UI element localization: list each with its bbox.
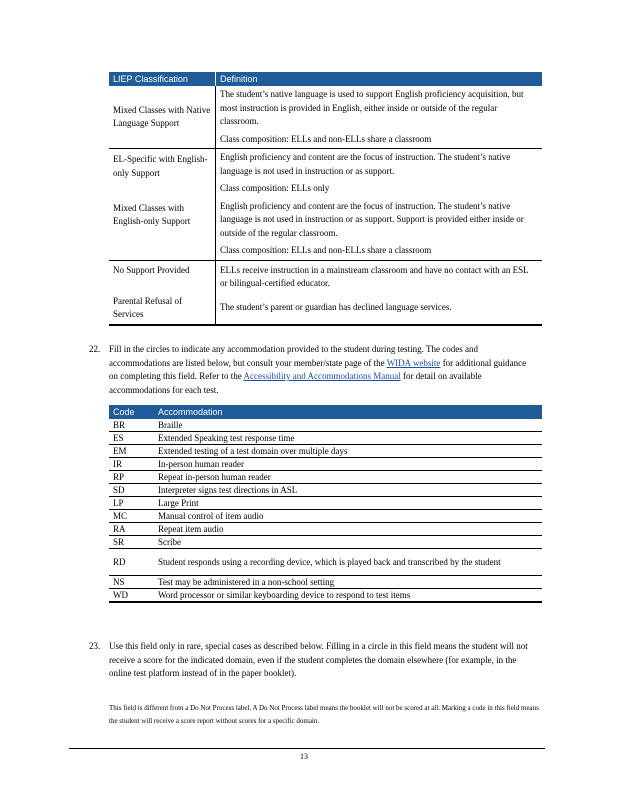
wida-website-link[interactable]: WIDA website (386, 357, 441, 368)
class-composition-text: Class composition: ELLs and non-ELLs share a classroom (220, 133, 432, 144)
table-row (109, 576, 542, 589)
footer-divider (69, 748, 545, 749)
table-row (109, 458, 542, 471)
table-row (109, 471, 542, 484)
accommodation-cell: Repeat in-person human reader (154, 471, 542, 484)
definition-cell: The student’s parent or guardian has declined language services. (216, 293, 543, 325)
item-text-part: for additional guidance on completing this field. Refer to the (109, 357, 527, 381)
table-row (109, 589, 542, 603)
classification-cell: Mixed Classes with Native Language Support (109, 86, 216, 149)
column-header-code: Code (109, 405, 154, 419)
column-header-accommodation: Accommodation (154, 405, 542, 419)
classification-cell: Mixed Classes with English-only Support (109, 198, 216, 261)
code-cell: IR (109, 458, 154, 471)
code-cell: SD (109, 484, 154, 497)
column-header-classification: LIEP Classification (109, 72, 216, 86)
definition-cell: ELLs receive instruction in a mainstream classroom and have no contact with an ESL or bilingual-certified educator. (220, 264, 529, 288)
table-row (109, 549, 542, 576)
class-composition-text: Class composition: ELLs and non-ELLs share a classroom (220, 245, 432, 255)
table-row (109, 445, 542, 458)
accommodations-manual-link[interactable]: Accessibility and Accommodations Manual (243, 371, 401, 381)
accommodation-cell: Test may be administered in a non-school setting (154, 576, 542, 589)
page-number: 13 (300, 752, 308, 761)
table-row (109, 260, 542, 293)
code-cell: RP (109, 471, 154, 484)
code-cell: BR (109, 419, 154, 432)
accommodation-cell: Extended Speaking test response time (154, 432, 542, 445)
accommodation-codes-table (109, 405, 542, 603)
table-row (109, 510, 542, 523)
class-composition-text: Class composition: ELLs only (220, 183, 330, 193)
table-row (109, 419, 542, 432)
item-text-part: Fill in the circles to indicate any accommodation provided to the student during testing. The codes and accommodations are listed below, but consult your member/state page of the (109, 344, 478, 368)
column-header-definition: Definition (216, 72, 543, 86)
definition-text: English proficiency and content are the focus of instruction. The student’s native language is not used in instruction or as support. Support is provided either inside or outside of the regular classroom. (220, 200, 524, 238)
item-number: 23. (89, 641, 101, 651)
table-row (109, 198, 542, 261)
code-cell: MC (109, 510, 154, 523)
table-row (109, 149, 542, 198)
table-row (109, 293, 542, 325)
table-row (109, 484, 542, 497)
definition-text: The student’s native language is used to support English proficiency acquisition, but most instruction is provided in English, either inside or outside of the regular classroom. (220, 89, 524, 126)
code-cell: EM (109, 445, 154, 458)
accommodation-cell: Interpreter signs test directions in ASL (154, 484, 542, 497)
accommodation-cell: In-person human reader (154, 458, 542, 471)
item-text-part: for detail on available accommodations for each test. (109, 371, 482, 395)
table-row (109, 497, 542, 510)
item-number: 22. (89, 344, 101, 354)
table-row (109, 432, 542, 445)
classification-cell: Parental Refusal of Services (109, 293, 216, 325)
accommodation-cell: Braille (154, 419, 542, 432)
table-header-row (109, 72, 542, 86)
code-cell: SR (109, 536, 154, 549)
accommodation-cell: Large Print (154, 497, 542, 510)
classification-cell: No Support Provided (109, 260, 216, 293)
table-row (109, 86, 542, 149)
code-cell: ES (109, 432, 154, 445)
table-row (109, 523, 542, 536)
accommodation-cell: Extended testing of a test domain over multiple days (154, 445, 542, 458)
definition-cell (216, 149, 543, 198)
liep-classification-table (109, 72, 542, 326)
accommodation-cell: Manual control of item audio (154, 510, 542, 523)
item-text (109, 343, 536, 397)
code-cell: WD (109, 589, 154, 603)
code-cell: RA (109, 523, 154, 536)
definition-cell (216, 86, 543, 149)
item-text: Use this field only in rare, special cases as described below. Filling in a circle in this field means the student will not receive a score for the indicated domain, even if the student completes the domain elsewhere (for example, in the online test platform instead of in the paper booklet). (109, 641, 528, 678)
accommodation-cell: Scribe (154, 536, 542, 549)
classification-cell: EL-Specific with English-only Support (109, 149, 216, 198)
code-cell: RD (109, 549, 154, 576)
accommodation-cell: Repeat item audio (154, 523, 542, 536)
table-header-row (109, 405, 542, 419)
code-cell: NS (109, 576, 154, 589)
code-cell: LP (109, 497, 154, 510)
table-row (109, 536, 542, 549)
accommodation-cell: Student responds using a recording device, which is played back and transcribed by the student (154, 549, 542, 576)
accommodation-cell: Word processor or similar keyboarding device to respond to test items (154, 589, 542, 603)
do-not-process-note: This field is different from a Do Not Process label. A Do Not Process label means the booklet will not be scored at all. Marking a code in this field means the student will receive a score report without scores for a specific domain. (109, 704, 539, 725)
definition-cell (216, 198, 543, 261)
definition-text: English proficiency and content are the focus of instruction. The student’s native language is not used in instruction or as support. (220, 152, 511, 176)
